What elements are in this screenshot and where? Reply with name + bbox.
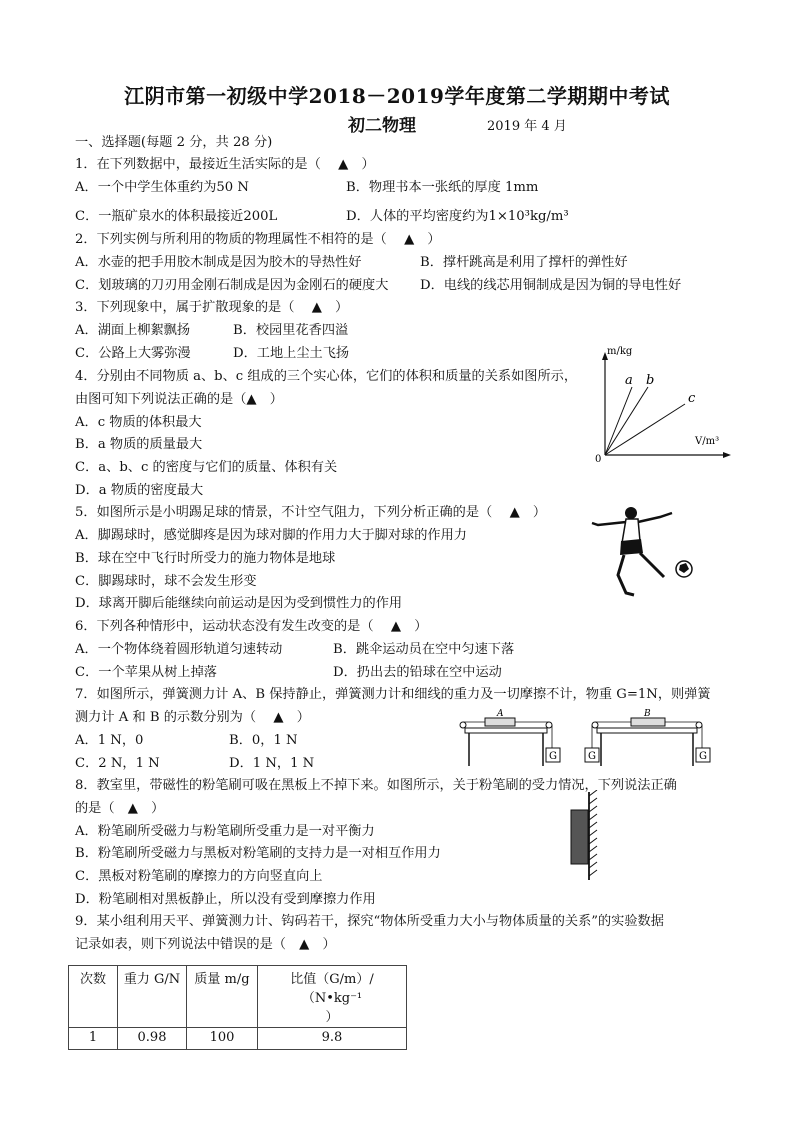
- x-axis-label: V/m³: [695, 436, 720, 447]
- page-title: 江阴市第一初级中学2018－2019学年度第二学期期中考试: [124, 84, 670, 108]
- q6-option-d: D．扔出去的铅球在空中运动: [333, 665, 502, 680]
- q1-option-a: A．一个中学生体重约为50 N: [75, 180, 249, 195]
- player-head: [625, 507, 637, 519]
- setup-a: [460, 709, 560, 766]
- q2-option-c: C．划玻璃的刀刃用金刚石制成是因为金刚石的硬度大: [75, 278, 389, 293]
- q8-option-b: B．粉笔刷所受磁力与黑板对粉笔刷的支持力是一对相互作用力: [75, 846, 441, 861]
- setup-b: [585, 709, 710, 766]
- q3-option-b: B．校园里花香四溢: [233, 323, 349, 338]
- q8-stem-line1: 8．教室里，带磁性的粉笔刷可吸在黑板上不掉下来。如图所示，关于粉笔刷的受力情况，下列说法正确: [75, 778, 677, 793]
- q8-option-c: C．黑板对粉笔刷的摩擦力的方向竖直向上: [75, 869, 323, 884]
- q8-stem-line2: 的是（ ▲ ）: [75, 801, 165, 816]
- q2-option-d: D．电线的线芯用铜制成是因为铜的导电性好: [420, 278, 682, 293]
- player-right-arm: [638, 513, 672, 522]
- line-a: [605, 387, 632, 455]
- q3-stem: 3．下列现象中，属于扩散现象的是（ ▲ ）: [75, 300, 349, 315]
- q1-option-c: C．一瓶矿泉水的体积最接近200L: [75, 209, 278, 224]
- cell-gravity: 0.98: [118, 1028, 187, 1050]
- pulley-b-left: [592, 722, 598, 728]
- q6-option-b: B．跳伞运动员在空中匀速下落: [333, 642, 515, 657]
- player-right-leg: [640, 553, 664, 577]
- scale-b-label: B: [644, 709, 651, 719]
- q3-option-d: D．工地上尘土飞扬: [233, 346, 350, 361]
- y-axis-label: m/kg: [607, 346, 633, 357]
- scale-a-label: A: [497, 709, 504, 719]
- q4-stem-line2: 由图可知下列说法正确的是（▲ ）: [75, 392, 283, 407]
- table-header-row: [69, 966, 407, 1028]
- q4-option-d: D．a 物质的密度最大: [75, 483, 204, 498]
- q7-option-b: B．0，1 N: [229, 733, 298, 748]
- weight-b-right-label: G: [699, 751, 707, 762]
- subject-title: 初二物理: [348, 116, 416, 136]
- table-top-a: [465, 728, 547, 733]
- q5-option-a: A．脚踢球时，感觉脚疼是因为球对脚的作用力大于脚对球的作用力: [75, 528, 467, 543]
- header-ratio-line1: 比值（G/m）/（N•kg⁻¹: [290, 972, 374, 1006]
- q4-mass-volume-graph: [585, 340, 735, 465]
- origin-label: 0: [595, 454, 602, 465]
- q3-option-a: A．湖面上柳絮飘扬: [75, 323, 191, 338]
- q3-option-c: C．公路上大雾弥漫: [75, 346, 191, 361]
- chalk-eraser: [571, 810, 588, 864]
- line-c-label: c: [688, 391, 696, 406]
- header-ratio: [258, 966, 407, 1028]
- pulley-a-right: [546, 722, 552, 728]
- q4-option-a: A．c 物质的体积最大: [75, 415, 202, 430]
- line-b-label: b: [646, 373, 655, 388]
- q9-data-table: [68, 965, 407, 1050]
- q8-option-a: A．粉笔刷所受磁力与粉笔刷所受重力是一对平衡力: [75, 824, 375, 839]
- q7-stem-line1: 7．如图所示，弹簧测力计 A、B 保持静止，弹簧测力计和细线的重力及一切摩擦不计，物重 G=1N，则弹簧: [75, 687, 711, 702]
- line-a-label: a: [625, 373, 633, 388]
- header-gravity: 重力 G/N: [118, 966, 187, 1028]
- pulley-a-left: [460, 722, 466, 728]
- q6-option-a: A．一个物体绕着圆形轨道匀速转动: [75, 642, 283, 657]
- q6-stem: 6．下列各种情形中，运动状态没有发生改变的是（ ▲ ）: [75, 619, 428, 634]
- q1-option-b: B．物理书本一张纸的厚度 1mm: [346, 180, 539, 195]
- q6-option-c: C．一个苹果从树上掉落: [75, 665, 217, 680]
- player-shorts: [620, 539, 643, 555]
- spring-scale-setup-figure: [455, 708, 720, 770]
- header-count: 次数: [69, 966, 118, 1028]
- q2-stem: 2．下列实例与所利用的物质的物理属性不相符的是（ ▲ ）: [75, 232, 441, 247]
- q7-option-a: A．1 N，0: [75, 733, 144, 748]
- q7-option-d: D．1 N，1 N: [229, 756, 315, 771]
- exam-date: 2019 年 4 月: [487, 119, 567, 134]
- q5-option-d: D．球离开脚后能继续向前运动是因为受到惯性力的作用: [75, 596, 403, 611]
- cell-mass: 100: [187, 1028, 258, 1050]
- q2-option-a: A．水壶的把手用胶木制成是因为胶木的导热性好: [75, 255, 362, 270]
- table-row: [69, 1028, 407, 1050]
- q9-stem-line1: 9．某小组利用天平、弹簧测力计、钩码若干，探究“物体所受重力大小与物体质量的关系”的实验数据: [75, 914, 664, 929]
- section-heading: 一、选择题(每题 2 分，共 28 分): [75, 135, 273, 150]
- wall-hatching: [589, 790, 597, 876]
- weight-b-left-label: G: [588, 751, 596, 762]
- spring-scale-b: [631, 718, 665, 726]
- spring-scale-a: [485, 718, 515, 726]
- q1-option-d: D．人体的平均密度约为1×10³kg/m³: [346, 209, 569, 224]
- q4-stem-line1: 4．分别由不同物质 a、b、c 组成的三个实心体，它们的体积和质量的关系如图所示，: [75, 369, 578, 384]
- pulley-b-right: [696, 722, 702, 728]
- cell-ratio: 9.8: [258, 1028, 407, 1050]
- header-mass: 质量 m/g: [187, 966, 258, 1028]
- q5-option-b: B．球在空中飞行时所受力的施力物体是地球: [75, 551, 336, 566]
- header-ratio-line2: ）: [325, 1010, 339, 1025]
- x-axis-arrow: [723, 452, 731, 458]
- q1-stem: 1．在下列数据中，最接近生活实际的是（ ▲ ）: [75, 157, 375, 172]
- blackboard-eraser-figure: [565, 790, 605, 882]
- q5-stem: 5．如图所示是小明踢足球的情景，不计空气阻力，下列分析正确的是（ ▲ ）: [75, 505, 547, 520]
- q4-option-b: B．a 物质的质量最大: [75, 437, 203, 452]
- line-c: [605, 404, 685, 455]
- q8-option-d: D．粉笔刷相对黑板静止，所以没有受到摩擦力作用: [75, 892, 376, 907]
- weight-a-label: G: [549, 751, 557, 762]
- q2-option-b: B．撑杆跳高是利用了撑杆的弹性好: [420, 255, 628, 270]
- player-left-arm: [592, 522, 626, 525]
- line-b: [605, 387, 648, 455]
- q5-option-c: C．脚踢球时，球不会发生形变: [75, 574, 257, 589]
- q7-option-c: C．2 N，1 N: [75, 756, 160, 771]
- q4-option-c: C．a、b、c 的密度与它们的质量、体积有关: [75, 460, 338, 475]
- q9-stem-line2: 记录如表，则下列说法中错误的是（ ▲ ）: [75, 937, 336, 952]
- player-left-leg: [618, 555, 634, 595]
- table-top-b: [597, 728, 697, 733]
- q7-stem-line2: 测力计 A 和 B 的示数分别为（ ▲ ）: [75, 710, 310, 725]
- cell-count: 1: [69, 1028, 118, 1050]
- soccer-player-illustration: [588, 503, 700, 598]
